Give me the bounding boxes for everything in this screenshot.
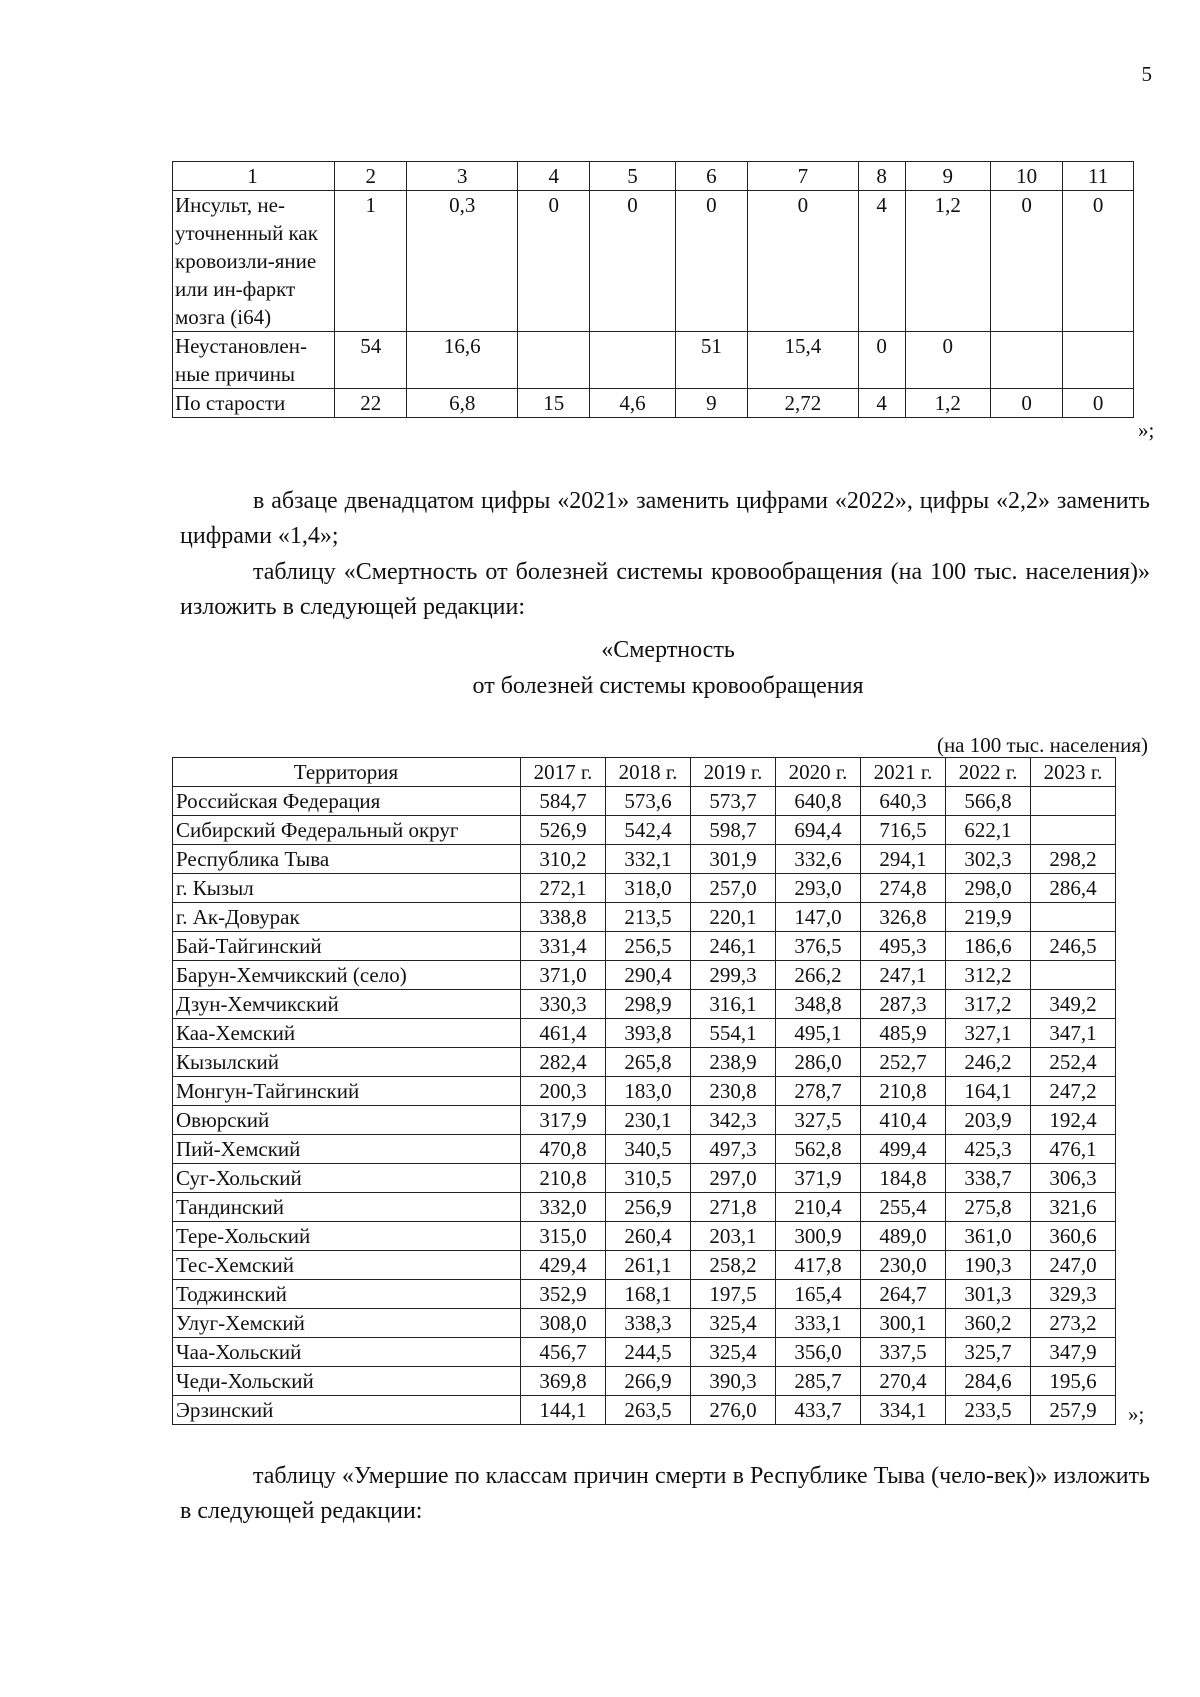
mortality-value: 246,2 <box>946 1048 1031 1077</box>
table1-header-cell: 3 <box>407 162 518 191</box>
mortality-value: 334,1 <box>861 1396 946 1425</box>
mortality-value: 190,3 <box>946 1251 1031 1280</box>
mortality-value: 247,1 <box>861 961 946 990</box>
mortality-value: 325,4 <box>691 1338 776 1367</box>
mortality-value: 297,0 <box>691 1164 776 1193</box>
table2-row <box>173 1048 1116 1077</box>
table1-cell: 0 <box>748 191 859 332</box>
mortality-value: 317,2 <box>946 990 1031 1019</box>
mortality-value: 219,9 <box>946 903 1031 932</box>
mortality-value: 315,0 <box>521 1222 606 1251</box>
mortality-value: 369,8 <box>521 1367 606 1396</box>
mortality-value: 260,4 <box>606 1222 691 1251</box>
mortality-value: 230,8 <box>691 1077 776 1106</box>
territory-name: Каа-Хемский <box>173 1019 521 1048</box>
table2-header-cell: 2019 г. <box>691 758 776 787</box>
mortality-value: 337,5 <box>861 1338 946 1367</box>
mortality-value: 203,9 <box>946 1106 1031 1135</box>
mortality-value: 272,1 <box>521 874 606 903</box>
mortality-value: 244,5 <box>606 1338 691 1367</box>
mortality-value: 347,1 <box>1031 1019 1116 1048</box>
mortality-value: 287,3 <box>861 990 946 1019</box>
table2-row <box>173 932 1116 961</box>
mortality-value: 164,1 <box>946 1077 1031 1106</box>
table2-row <box>173 961 1116 990</box>
table2-row <box>173 990 1116 1019</box>
mortality-value: 294,1 <box>861 845 946 874</box>
mortality-value: 562,8 <box>776 1135 861 1164</box>
mortality-value: 293,0 <box>776 874 861 903</box>
table2-row <box>173 1338 1116 1367</box>
mortality-value: 200,3 <box>521 1077 606 1106</box>
territory-name: Барун-Хемчикский (село) <box>173 961 521 990</box>
mortality-value: 238,9 <box>691 1048 776 1077</box>
table1-header-cell: 2 <box>335 162 407 191</box>
mortality-value: 318,0 <box>606 874 691 903</box>
table2-row <box>173 1106 1116 1135</box>
table2-row <box>173 1164 1116 1193</box>
table-title-line2: от болезней системы кровообращения <box>472 673 864 699</box>
table2-row <box>173 787 1116 816</box>
table1-header-cell: 7 <box>748 162 859 191</box>
mortality-value: 694,4 <box>776 816 861 845</box>
table1-cell: 4 <box>858 389 905 418</box>
mortality-value: 433,7 <box>776 1396 861 1425</box>
mortality-value: 233,5 <box>946 1396 1031 1425</box>
territory-name: Улуг-Хемский <box>173 1309 521 1338</box>
mortality-value: 264,7 <box>861 1280 946 1309</box>
mortality-value: 495,1 <box>776 1019 861 1048</box>
table1-row-label: Инсульт, не-уточненный как кровоизли-яние или ин-фаркт мозга (i64) <box>173 191 335 332</box>
mortality-value: 340,5 <box>606 1135 691 1164</box>
mortality-value: 429,4 <box>521 1251 606 1280</box>
table1-header-cell: 11 <box>1063 162 1134 191</box>
mortality-value: 716,5 <box>861 816 946 845</box>
table1-row <box>173 191 1134 332</box>
paragraph-next-table: таблицу «Умершие по классам причин смерти в Республике Тыва (чело-век)» изложить в следующей редакции: <box>180 1463 1150 1524</box>
table2-header-cell: 2018 г. <box>606 758 691 787</box>
mortality-value: 489,0 <box>861 1222 946 1251</box>
mortality-value: 360,6 <box>1031 1222 1116 1251</box>
territory-name: Сибирский Федеральный округ <box>173 816 521 845</box>
mortality-value: 184,8 <box>861 1164 946 1193</box>
table2-row <box>173 1396 1116 1425</box>
territory-name: Российская Федерация <box>173 787 521 816</box>
mortality-value: 333,1 <box>776 1309 861 1338</box>
table2-row <box>173 1367 1116 1396</box>
territory-name: Чаа-Хольский <box>173 1338 521 1367</box>
mortality-value: 299,3 <box>691 961 776 990</box>
mortality-value: 526,9 <box>521 816 606 845</box>
territory-name: Бай-Тайгинский <box>173 932 521 961</box>
mortality-value: 195,6 <box>1031 1367 1116 1396</box>
table1-header-cell: 1 <box>173 162 335 191</box>
mortality-value: 301,9 <box>691 845 776 874</box>
mortality-value: 183,0 <box>606 1077 691 1106</box>
mortality-value: 417,8 <box>776 1251 861 1280</box>
table1-cell: 15 <box>517 389 589 418</box>
table1-row-label: По старости <box>173 389 335 418</box>
mortality-value: 598,7 <box>691 816 776 845</box>
mortality-value: 347,9 <box>1031 1338 1116 1367</box>
mortality-value: 566,8 <box>946 787 1031 816</box>
mortality-value: 257,0 <box>691 874 776 903</box>
table1-header-row <box>173 162 1134 191</box>
mortality-value: 499,4 <box>861 1135 946 1164</box>
mortality-value: 210,8 <box>861 1077 946 1106</box>
mortality-value: 275,8 <box>946 1193 1031 1222</box>
territory-name: Кызылский <box>173 1048 521 1077</box>
table1-header-cell: 10 <box>990 162 1062 191</box>
mortality-value: 331,4 <box>521 932 606 961</box>
table1-cell: 1 <box>335 191 407 332</box>
mortality-value: 246,5 <box>1031 932 1116 961</box>
territory-name: Тес-Хемский <box>173 1251 521 1280</box>
table1-cell: 1,2 <box>905 389 990 418</box>
territory-name: г. Кызыл <box>173 874 521 903</box>
mortality-value: 310,2 <box>521 845 606 874</box>
mortality-value: 312,2 <box>946 961 1031 990</box>
mortality-value: 425,3 <box>946 1135 1031 1164</box>
table1-cell: 0 <box>1063 389 1134 418</box>
table-unit-note: (на 100 тыс. населения) <box>936 733 1148 757</box>
mortality-value: 230,1 <box>606 1106 691 1135</box>
table2-header-cell: Территория <box>173 758 521 787</box>
mortality-value: 144,1 <box>521 1396 606 1425</box>
mortality-value: 371,9 <box>776 1164 861 1193</box>
mortality-value <box>1031 787 1116 816</box>
mortality-value: 356,0 <box>776 1338 861 1367</box>
mortality-value: 298,2 <box>1031 845 1116 874</box>
mortality-value: 390,3 <box>691 1367 776 1396</box>
table1-row <box>173 332 1134 389</box>
table1-cell: 9 <box>675 389 747 418</box>
territory-name: Республика Тыва <box>173 845 521 874</box>
mortality-value: 321,6 <box>1031 1193 1116 1222</box>
table1-cell: 22 <box>335 389 407 418</box>
table2-row <box>173 1019 1116 1048</box>
mortality-value: 554,1 <box>691 1019 776 1048</box>
mortality-value: 310,5 <box>606 1164 691 1193</box>
mortality-value: 542,4 <box>606 816 691 845</box>
mortality-value: 258,2 <box>691 1251 776 1280</box>
table1-cell: 0 <box>1063 191 1134 332</box>
table1-cell: 0 <box>990 191 1062 332</box>
page-number: 5 <box>1141 62 1152 86</box>
mortality-value: 276,0 <box>691 1396 776 1425</box>
mortality-value: 476,1 <box>1031 1135 1116 1164</box>
table2-header-cell: 2021 г. <box>861 758 946 787</box>
mortality-value: 247,2 <box>1031 1077 1116 1106</box>
mortality-value: 352,9 <box>521 1280 606 1309</box>
mortality-value: 302,3 <box>946 845 1031 874</box>
table1-closing-quote: »; <box>1138 418 1155 442</box>
mortality-value <box>1031 816 1116 845</box>
mortality-value: 246,1 <box>691 932 776 961</box>
mortality-value: 573,7 <box>691 787 776 816</box>
table2-header-cell: 2017 г. <box>521 758 606 787</box>
mortality-value: 168,1 <box>606 1280 691 1309</box>
table2-header-row <box>173 758 1116 787</box>
mortality-value: 316,1 <box>691 990 776 1019</box>
table2-row <box>173 1135 1116 1164</box>
table2-row <box>173 903 1116 932</box>
table1-cell <box>590 332 675 389</box>
territory-name: Эрзинский <box>173 1396 521 1425</box>
mortality-value: 300,1 <box>861 1309 946 1338</box>
table1-cell: 6,8 <box>407 389 518 418</box>
mortality-value: 220,1 <box>691 903 776 932</box>
table1-cell: 4 <box>858 191 905 332</box>
mortality-value: 266,9 <box>606 1367 691 1396</box>
mortality-value <box>1031 961 1116 990</box>
table1-row-label: Неустановлен-ные причины <box>173 332 335 389</box>
mortality-value: 640,3 <box>861 787 946 816</box>
mortality-value: 256,9 <box>606 1193 691 1222</box>
mortality-value: 342,3 <box>691 1106 776 1135</box>
mortality-value: 330,3 <box>521 990 606 1019</box>
territory-name: Овюрский <box>173 1106 521 1135</box>
mortality-value: 584,7 <box>521 787 606 816</box>
table1-header-cell: 9 <box>905 162 990 191</box>
mortality-value: 317,9 <box>521 1106 606 1135</box>
mortality-value: 300,9 <box>776 1222 861 1251</box>
table1-cell: 54 <box>335 332 407 389</box>
mortality-value: 165,4 <box>776 1280 861 1309</box>
mortality-value: 197,5 <box>691 1280 776 1309</box>
territory-name: Суг-Хольский <box>173 1164 521 1193</box>
mortality-value: 622,1 <box>946 816 1031 845</box>
territory-name: Монгун-Тайгинский <box>173 1077 521 1106</box>
mortality-value: 393,8 <box>606 1019 691 1048</box>
mortality-table <box>172 757 1116 1425</box>
mortality-value: 210,8 <box>521 1164 606 1193</box>
territory-name: Тоджинский <box>173 1280 521 1309</box>
mortality-value: 257,9 <box>1031 1396 1116 1425</box>
table2-row <box>173 816 1116 845</box>
mortality-value: 282,4 <box>521 1048 606 1077</box>
mortality-value: 456,7 <box>521 1338 606 1367</box>
table2-header-cell: 2022 г. <box>946 758 1031 787</box>
mortality-value: 371,0 <box>521 961 606 990</box>
mortality-value: 325,7 <box>946 1338 1031 1367</box>
territory-name: Чеди-Хольский <box>173 1367 521 1396</box>
mortality-value <box>1031 903 1116 932</box>
table1-cell: 0,3 <box>407 191 518 332</box>
table2-row <box>173 1222 1116 1251</box>
mortality-value: 261,1 <box>606 1251 691 1280</box>
paragraph-table-intro: таблицу «Смертность от болезней системы кровообращения (на 100 тыс. населения)» изложить в следующей редакции: <box>180 559 1150 620</box>
mortality-value: 255,4 <box>861 1193 946 1222</box>
mortality-value: 338,3 <box>606 1309 691 1338</box>
mortality-value: 332,1 <box>606 845 691 874</box>
mortality-value: 266,2 <box>776 961 861 990</box>
mortality-value: 329,3 <box>1031 1280 1116 1309</box>
mortality-value: 270,4 <box>861 1367 946 1396</box>
mortality-value: 265,8 <box>606 1048 691 1077</box>
mortality-value: 332,6 <box>776 845 861 874</box>
table1-header-cell: 8 <box>858 162 905 191</box>
mortality-value: 461,4 <box>521 1019 606 1048</box>
table-title-line1: «Смертность <box>601 637 735 663</box>
table1-cell: 16,6 <box>407 332 518 389</box>
territory-name: Тере-Хольский <box>173 1222 521 1251</box>
table1-cell <box>517 332 589 389</box>
table1-cell: 0 <box>675 191 747 332</box>
table2-closing-quote: »; <box>1128 1402 1145 1426</box>
mortality-value: 247,0 <box>1031 1251 1116 1280</box>
mortality-value: 186,6 <box>946 932 1031 961</box>
mortality-value: 338,8 <box>521 903 606 932</box>
table2-row <box>173 1193 1116 1222</box>
table1-header-cell: 5 <box>590 162 675 191</box>
mortality-value: 210,4 <box>776 1193 861 1222</box>
table2-header-cell: 2023 г. <box>1031 758 1116 787</box>
mortality-value: 230,0 <box>861 1251 946 1280</box>
paragraph-amendment: в абзаце двенадцатом цифры «2021» заменить цифрами «2022», цифры «2,2» заменить цифрами «1,4»; <box>180 488 1150 549</box>
table1-row <box>173 389 1134 418</box>
table1-cell: 51 <box>675 332 747 389</box>
mortality-value: 306,3 <box>1031 1164 1116 1193</box>
table1-cell: 2,72 <box>748 389 859 418</box>
mortality-value: 298,9 <box>606 990 691 1019</box>
mortality-value: 325,4 <box>691 1309 776 1338</box>
mortality-value: 348,8 <box>776 990 861 1019</box>
table1-header-cell: 4 <box>517 162 589 191</box>
mortality-value: 298,0 <box>946 874 1031 903</box>
mortality-value: 192,4 <box>1031 1106 1116 1135</box>
table1-cell: 0 <box>990 389 1062 418</box>
mortality-value: 252,4 <box>1031 1048 1116 1077</box>
table1-cell <box>1063 332 1134 389</box>
table1-cell: 0 <box>517 191 589 332</box>
mortality-value: 573,6 <box>606 787 691 816</box>
mortality-value: 497,3 <box>691 1135 776 1164</box>
mortality-value: 278,7 <box>776 1077 861 1106</box>
mortality-value: 308,0 <box>521 1309 606 1338</box>
mortality-value: 290,4 <box>606 961 691 990</box>
mortality-value: 495,3 <box>861 932 946 961</box>
table1-cell: 4,6 <box>590 389 675 418</box>
table2-header-cell: 2020 г. <box>776 758 861 787</box>
table1-cell: 0 <box>858 332 905 389</box>
mortality-value: 252,7 <box>861 1048 946 1077</box>
mortality-value: 285,7 <box>776 1367 861 1396</box>
mortality-value: 640,8 <box>776 787 861 816</box>
mortality-value: 470,8 <box>521 1135 606 1164</box>
mortality-value: 361,0 <box>946 1222 1031 1251</box>
territory-name: г. Ак-Довурак <box>173 903 521 932</box>
table2-row <box>173 1280 1116 1309</box>
mortality-value: 147,0 <box>776 903 861 932</box>
table2-row <box>173 874 1116 903</box>
mortality-value: 360,2 <box>946 1309 1031 1338</box>
mortality-value: 256,5 <box>606 932 691 961</box>
table1-cell <box>990 332 1062 389</box>
table1-cell: 0 <box>905 332 990 389</box>
territory-name: Дзун-Хемчикский <box>173 990 521 1019</box>
table2-row <box>173 845 1116 874</box>
mortality-value: 301,3 <box>946 1280 1031 1309</box>
table1-cell: 1,2 <box>905 191 990 332</box>
territory-name: Пий-Хемский <box>173 1135 521 1164</box>
mortality-value: 410,4 <box>861 1106 946 1135</box>
causes-table <box>172 161 1134 418</box>
table1-cell: 15,4 <box>748 332 859 389</box>
mortality-value: 271,8 <box>691 1193 776 1222</box>
mortality-value: 376,5 <box>776 932 861 961</box>
mortality-value: 263,5 <box>606 1396 691 1425</box>
mortality-value: 213,5 <box>606 903 691 932</box>
mortality-value: 286,4 <box>1031 874 1116 903</box>
territory-name: Тандинский <box>173 1193 521 1222</box>
mortality-value: 326,8 <box>861 903 946 932</box>
mortality-value: 338,7 <box>946 1164 1031 1193</box>
table1-cell: 0 <box>590 191 675 332</box>
mortality-value: 332,0 <box>521 1193 606 1222</box>
table1-header-cell: 6 <box>675 162 747 191</box>
mortality-value: 485,9 <box>861 1019 946 1048</box>
mortality-value: 349,2 <box>1031 990 1116 1019</box>
mortality-value: 274,8 <box>861 874 946 903</box>
mortality-value: 284,6 <box>946 1367 1031 1396</box>
mortality-value: 273,2 <box>1031 1309 1116 1338</box>
table2-row <box>173 1309 1116 1338</box>
mortality-value: 286,0 <box>776 1048 861 1077</box>
table2-row <box>173 1251 1116 1280</box>
mortality-value: 327,5 <box>776 1106 861 1135</box>
mortality-value: 203,1 <box>691 1222 776 1251</box>
table2-row <box>173 1077 1116 1106</box>
mortality-value: 327,1 <box>946 1019 1031 1048</box>
